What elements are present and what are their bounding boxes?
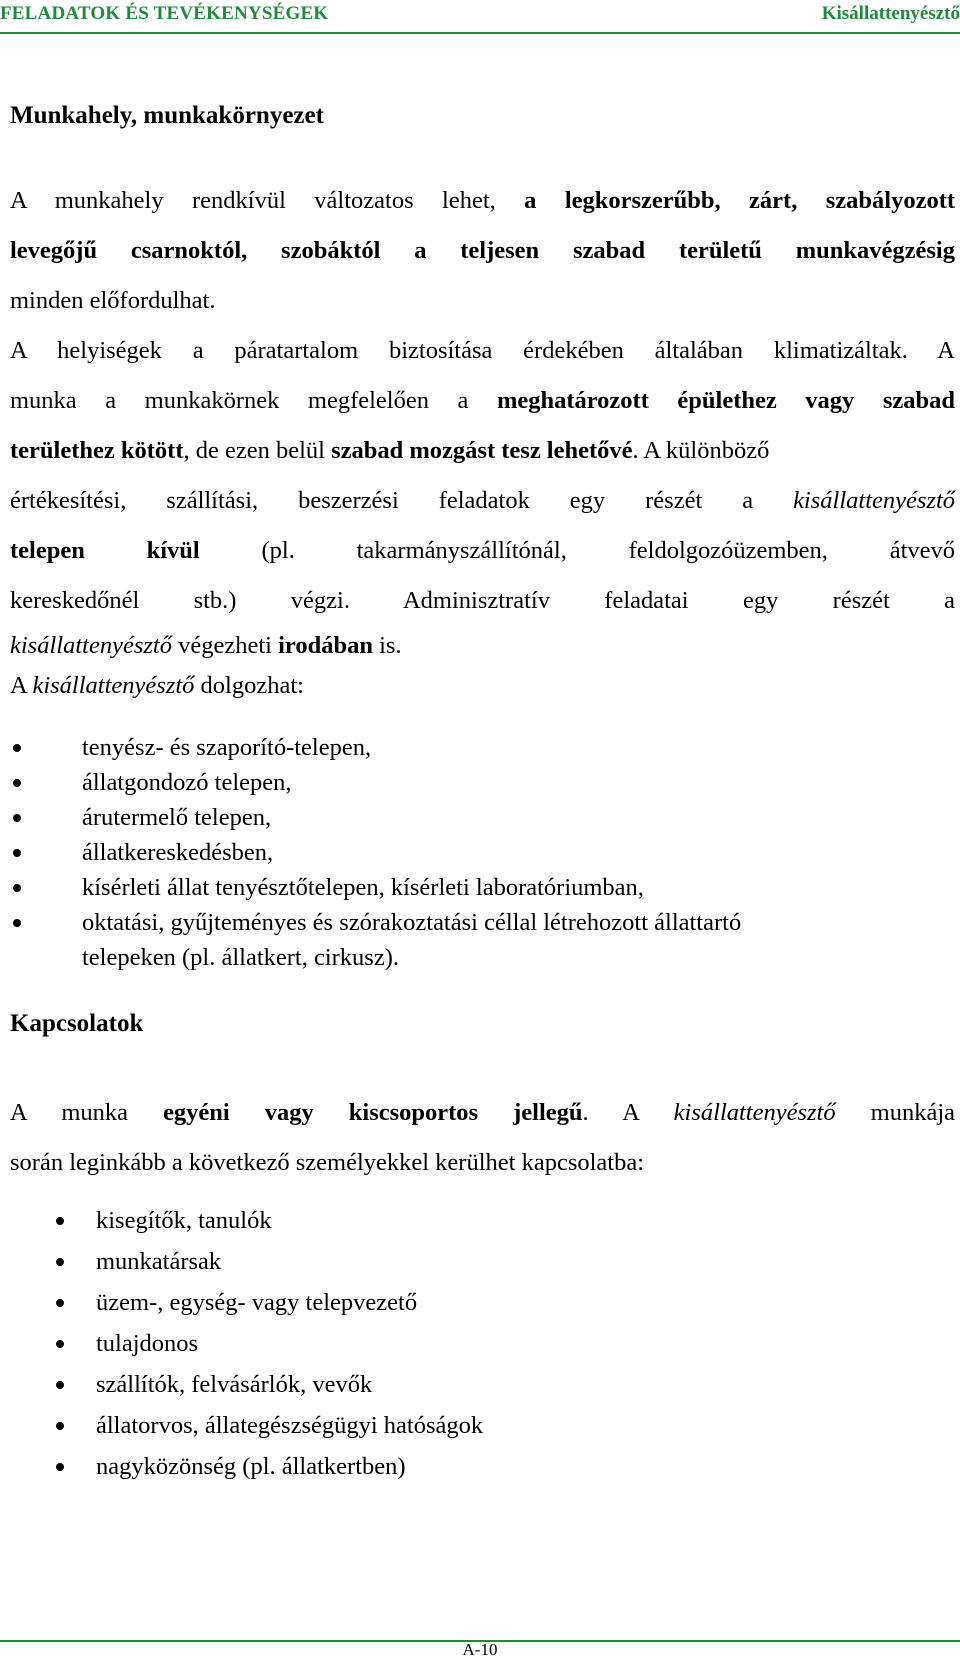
bullet-icon <box>13 884 21 892</box>
paragraph-line <box>10 326 955 376</box>
list-item-text: tenyész- és szaporító-telepen, <box>82 734 372 761</box>
bullet-icon <box>56 1258 64 1266</box>
contacts-list <box>10 1200 955 1487</box>
paragraph-line <box>10 1138 955 1188</box>
list-item <box>10 870 955 905</box>
italic-text: kisállattenyésztő <box>673 1099 836 1126</box>
list-item-text: állatgondozó telepen, <box>82 769 292 796</box>
text-run: is. <box>379 632 402 659</box>
list-item-text: nagyközönség (pl. állatkertben) <box>96 1453 406 1480</box>
text-run: A helyiségek a páratartalom biztosítása érdekében általában klimatizáltak. A <box>10 337 955 364</box>
list-item-text: tulajdonos <box>96 1330 199 1357</box>
list-item-text: kisegítők, tanulók <box>96 1207 272 1234</box>
section-title-contacts: Kapcsolatok <box>10 1010 144 1037</box>
list-item-text: oktatási, gyűjteményes és szórakoztatási céllal létrehozott állattartó <box>82 909 742 936</box>
list-item <box>10 1282 955 1323</box>
list-item <box>10 1200 955 1241</box>
paragraph-line <box>10 626 955 666</box>
text-run: A munkahely rendkívül változatos lehet, <box>10 187 496 214</box>
bullet-icon <box>56 1422 64 1430</box>
list-item <box>10 1241 955 1282</box>
text-run: minden előfordulhat. <box>10 287 216 314</box>
bold-text: levegőjű csarnoktól, szobáktól a teljesen szabad területű munkavégzésig <box>10 237 955 264</box>
text-run: végezheti <box>178 632 272 659</box>
list-item-text: üzem-, egység- vagy telepvezető <box>96 1289 418 1316</box>
bullet-icon <box>13 814 21 822</box>
bullet-icon <box>56 1340 64 1348</box>
bold-text: telepen kívül <box>10 537 200 564</box>
list-item <box>10 730 955 765</box>
list-item-text: munkatársak <box>96 1248 222 1275</box>
italic-text: kisállattenyésztő <box>10 632 172 659</box>
bullet-icon <box>56 1463 64 1471</box>
text-run: munka a munkakörnek megfelelően a <box>10 387 469 414</box>
list-item-text: kísérleti állat tenyésztőtelepen, kísérleti laboratóriumban, <box>82 874 644 901</box>
paragraph-line <box>10 376 955 426</box>
bullet-icon <box>13 744 21 752</box>
bold-text: a legkorszerűbb, zárt, szabályozott <box>524 187 956 214</box>
list-item-text: árutermelő telepen, <box>82 804 272 831</box>
list-item <box>10 1323 955 1364</box>
paragraph-line <box>10 176 955 226</box>
paragraph-line <box>10 526 955 576</box>
text-run: (pl. takarmányszállítónál, feldolgozóüzemben, átvevő <box>261 537 956 564</box>
paragraph-line <box>10 476 955 526</box>
bold-text: szabad mozgást tesz lehetővé <box>331 437 633 464</box>
section-title-workplace: Munkahely, munkakörnyezet <box>10 102 324 129</box>
header-chapter-title: FELADATOK ÉS TEVÉKENYSÉGEK <box>0 3 329 24</box>
list-item <box>10 800 955 835</box>
list-item <box>10 1405 955 1446</box>
paragraph-line <box>10 576 955 626</box>
list-item <box>10 1364 955 1405</box>
italic-text: kisállattenyésztő <box>793 487 956 514</box>
bullet-icon <box>56 1217 64 1225</box>
list-item-text: telepeken (pl. állatkert, cirkusz). <box>82 944 399 971</box>
text-run: A munka <box>10 1099 129 1126</box>
list-item <box>10 905 955 975</box>
text-run: . A <box>582 1099 639 1126</box>
bold-text: meghatározott épülethez vagy szabad <box>496 387 955 414</box>
page-header <box>0 0 960 34</box>
text-run: dolgozhat: <box>200 672 304 699</box>
paragraph-line <box>10 666 955 706</box>
bullet-icon <box>56 1299 64 1307</box>
page-footer <box>0 1640 960 1660</box>
bullet-icon <box>13 779 21 787</box>
paragraph-environment <box>10 326 955 706</box>
bullet-icon <box>13 919 21 927</box>
text-run: A <box>10 672 27 699</box>
paragraph-contacts <box>10 1088 955 1188</box>
text-run: munkája <box>870 1099 956 1126</box>
text-run: kereskedőnél stb.) végzi. Adminisztratív feladatai egy részét a <box>10 587 955 614</box>
list-item-text: állatkereskedésben, <box>82 839 274 866</box>
page-number: A-10 <box>462 1640 498 1659</box>
paragraph-line <box>10 426 955 476</box>
bullet-icon <box>56 1381 64 1389</box>
paragraph-line <box>10 226 955 276</box>
bold-text: területhez kötött <box>10 437 184 464</box>
bold-text: irodában <box>278 632 373 659</box>
list-item <box>10 765 955 800</box>
italic-text: kisállattenyésztő <box>32 672 195 699</box>
header-subject-title: Kisállattenyésztő <box>821 3 960 24</box>
bullet-icon <box>13 849 21 857</box>
paragraph-line <box>10 1088 955 1138</box>
paragraph-workplace <box>10 176 955 326</box>
workplace-list <box>10 730 955 975</box>
list-item <box>10 1446 955 1487</box>
bold-text: egyéni vagy kiscsoportos jellegű <box>163 1099 583 1126</box>
list-item-text: állatorvos, állategészségügyi hatóságok <box>96 1412 484 1439</box>
text-run: értékesítési, szállítási, beszerzési feladatok egy részét a <box>10 487 754 514</box>
list-item <box>10 835 955 870</box>
text-run: során leginkább a következő személyekkel kerülhet kapcsolatba: <box>10 1149 645 1176</box>
text-run: , de ezen belül <box>183 437 325 464</box>
paragraph-line <box>10 276 955 326</box>
list-item-text: szállítók, felvásárlók, vevők <box>96 1371 373 1398</box>
text-run: . A különböző <box>632 437 770 464</box>
